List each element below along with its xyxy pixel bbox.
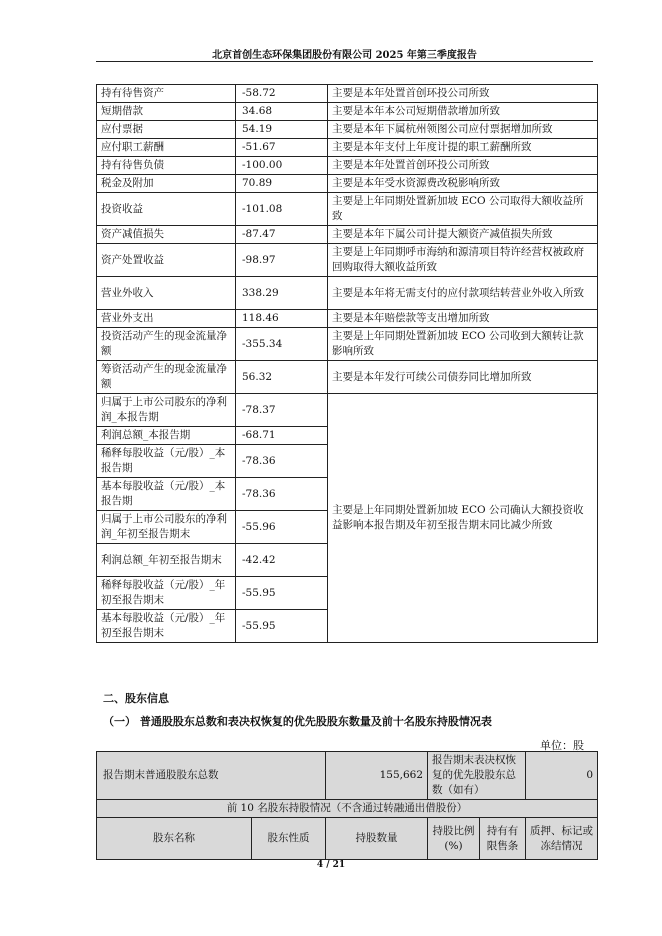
change-ratio: -68.71 xyxy=(236,427,328,445)
change-row xyxy=(97,103,598,121)
item-name: 资产处置收益 xyxy=(97,244,236,277)
change-reason: 主要是本年受水资源费改税影响所致 xyxy=(328,175,598,193)
unit-label: 单位：股 xyxy=(540,739,584,752)
change-ratio: -55.95 xyxy=(236,577,328,610)
change-row xyxy=(97,394,598,427)
change-ratio: -87.47 xyxy=(236,226,328,244)
change-reason: 主要是本年将无需支付的应付款项结转营业外收入所致 xyxy=(328,277,598,310)
change-ratio: 56.32 xyxy=(236,361,328,394)
change-row xyxy=(97,310,598,328)
financial-change-table xyxy=(96,84,598,643)
top10-caption: 前 10 名股东持股情况（不含通过转融通出借股份） xyxy=(97,800,598,818)
change-ratio: -100.00 xyxy=(236,157,328,175)
item-name: 基本每股收益（元/股）_年初至报告期末 xyxy=(97,610,236,643)
shareholder-column-header: 质押、标记或冻结情况 xyxy=(526,818,598,860)
item-name: 稀释每股收益（元/股）_年初至报告期末 xyxy=(97,577,236,610)
change-reason: 主要是本年支付上年度计提的职工薪酬所致 xyxy=(328,139,598,157)
item-name: 持有待售负债 xyxy=(97,157,236,175)
change-ratio: 70.89 xyxy=(236,175,328,193)
header-divider xyxy=(96,61,593,62)
change-ratio: -55.95 xyxy=(236,610,328,643)
change-ratio: -51.67 xyxy=(236,139,328,157)
change-ratio: 54.19 xyxy=(236,121,328,139)
item-name: 持有待售资产 xyxy=(97,85,236,103)
change-row xyxy=(97,85,598,103)
item-name: 短期借款 xyxy=(97,103,236,121)
change-reason: 主要是本年处置首创环投公司所致 xyxy=(328,85,598,103)
item-name: 筹资活动产生的现金流量净额 xyxy=(97,361,236,394)
change-ratio: -42.42 xyxy=(236,544,328,577)
change-reason: 主要是上年同期处置新加坡 ECO 公司取得大额收益所致 xyxy=(328,193,598,226)
shareholder-table xyxy=(96,751,598,860)
change-ratio: 118.46 xyxy=(236,310,328,328)
change-ratio: -355.34 xyxy=(236,328,328,361)
item-name: 投资活动产生的现金流量净额 xyxy=(97,328,236,361)
preferred-shareholders-value: 0 xyxy=(526,752,598,800)
change-reason: 主要是本年处置首创环投公司所致 xyxy=(328,157,598,175)
change-ratio: -78.36 xyxy=(236,445,328,478)
section-subtitle: （一） 普通股股东总数和表决权恢复的优先股股东数量及前十名股东持股情况表 xyxy=(103,715,492,728)
change-reason: 主要是本年赔偿款等支出增加所致 xyxy=(328,310,598,328)
change-ratio: -98.97 xyxy=(236,244,328,277)
item-name: 营业外支出 xyxy=(97,310,236,328)
item-name: 税金及附加 xyxy=(97,175,236,193)
change-ratio: -78.37 xyxy=(236,394,328,427)
group-change-reason: 主要是上年同期处置新加坡 ECO 公司确认大额投资收益影响本报告期及年初至报告期末同比减少所致 xyxy=(328,394,598,643)
item-name: 资产减值损失 xyxy=(97,226,236,244)
change-reason: 主要是上年同期处置新加坡 ECO 公司收到大额转让款影响所致 xyxy=(328,328,598,361)
change-ratio: -101.08 xyxy=(236,193,328,226)
shareholder-column-header: 持有有限售条 xyxy=(480,818,526,860)
page-header: 北京首创生态环保集团股份有限公司 2025 年第三季度报告 xyxy=(212,50,477,61)
item-name: 营业外收入 xyxy=(97,277,236,310)
change-reason: 主要是本年下属杭州领图公司应付票据增加所致 xyxy=(328,121,598,139)
item-name: 投资收益 xyxy=(97,193,236,226)
change-reason: 主要是上年同期呼市海纳和源清项目特许经营权被政府回购取得大额收益所致 xyxy=(328,244,598,277)
change-row xyxy=(97,175,598,193)
change-row xyxy=(97,361,598,394)
shareholder-column-header: 股东名称 xyxy=(97,818,252,860)
change-row xyxy=(97,277,598,310)
change-ratio: 338.29 xyxy=(236,277,328,310)
change-row xyxy=(97,121,598,139)
change-row xyxy=(97,193,598,226)
change-ratio: 34.68 xyxy=(236,103,328,121)
change-row xyxy=(97,157,598,175)
item-name: 利润总额_年初至报告期末 xyxy=(97,544,236,577)
shareholder-column-header: 持股比例(%) xyxy=(428,818,480,860)
page-number: 4 / 21 xyxy=(316,860,346,870)
change-ratio: -78.36 xyxy=(236,478,328,511)
change-row xyxy=(97,244,598,277)
change-ratio: -55.96 xyxy=(236,511,328,544)
total-shareholders-value: 155,662 xyxy=(326,752,428,800)
item-name: 归属于上市公司股东的净利润_年初至报告期末 xyxy=(97,511,236,544)
change-reason: 主要是本年下属公司计提大额资产减值损失所致 xyxy=(328,226,598,244)
change-row xyxy=(97,328,598,361)
item-name: 归属于上市公司股东的净利润_本报告期 xyxy=(97,394,236,427)
total-shareholders-label: 报告期末普通股股东总数 xyxy=(97,752,326,800)
change-reason: 主要是本年本公司短期借款增加所致 xyxy=(328,103,598,121)
section-title: 二、股东信息 xyxy=(103,692,169,705)
shareholder-column-header: 股东性质 xyxy=(252,818,326,860)
change-row xyxy=(97,226,598,244)
change-row xyxy=(97,139,598,157)
change-reason: 主要是本年发行可续公司债券同比增加所致 xyxy=(328,361,598,394)
item-name: 应付票据 xyxy=(97,121,236,139)
item-name: 应付职工薪酬 xyxy=(97,139,236,157)
preferred-shareholders-label: 报告期末表决权恢复的优先股股东总数（如有） xyxy=(428,752,526,800)
item-name: 基本每股收益（元/股）_本报告期 xyxy=(97,478,236,511)
item-name: 稀释每股收益（元/股）_本报告期 xyxy=(97,445,236,478)
change-ratio: -58.72 xyxy=(236,85,328,103)
shareholder-column-header: 持股数量 xyxy=(326,818,428,860)
item-name: 利润总额_本报告期 xyxy=(97,427,236,445)
